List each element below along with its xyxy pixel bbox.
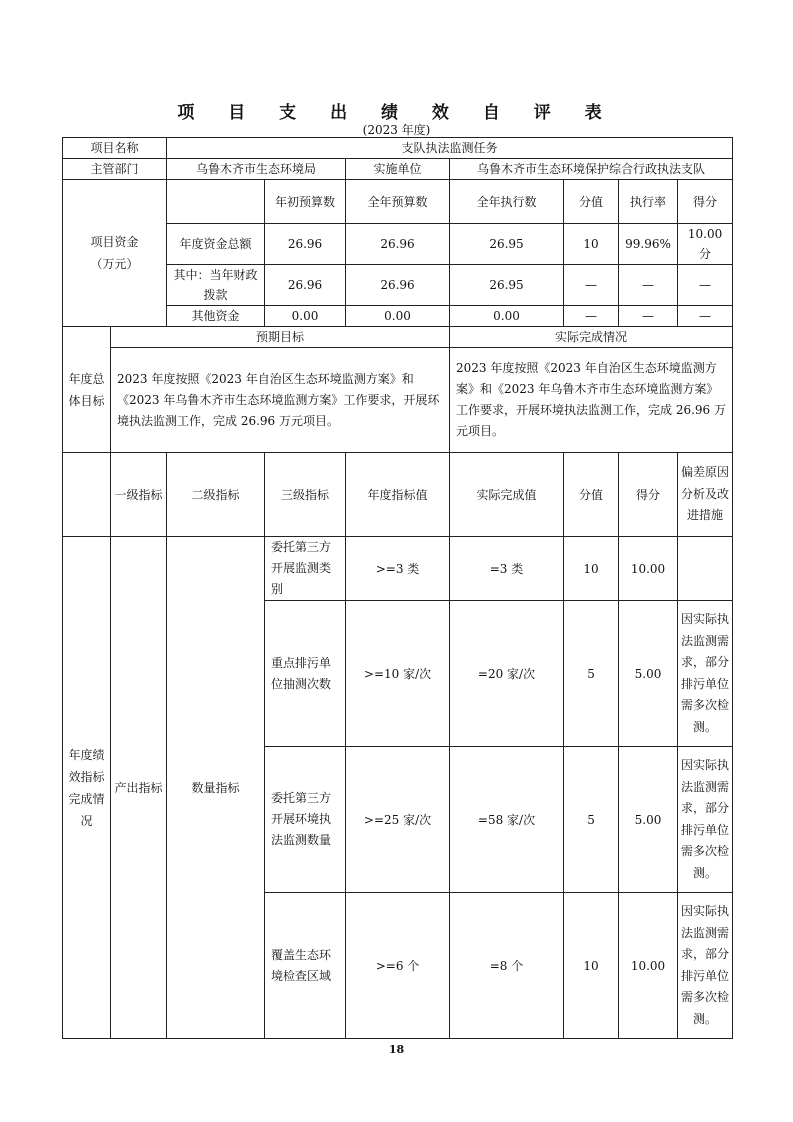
impl-label: 实施单位 <box>346 159 450 180</box>
indicator-header-score-value: 分值 <box>564 453 619 537</box>
funds-row-label: 其他资金 <box>167 306 265 327</box>
funds-cell: 26.95 <box>450 224 564 265</box>
project-name-label: 项目名称 <box>63 138 167 159</box>
indicator-target: >=6 个 <box>346 893 450 1039</box>
page-title: 项 目 支 出 绩 效 自 评 表 <box>177 103 616 123</box>
indicator-score: 10.00 <box>619 537 678 601</box>
level3-indicator: 重点排污单位抽测次数 <box>265 601 346 747</box>
indicator-header-blank <box>63 453 111 537</box>
funds-cell: 26.96 <box>346 224 450 265</box>
indicator-header-level1: 一级指标 <box>111 453 167 537</box>
indicator-score: 5.00 <box>619 601 678 747</box>
indicator-deviation: 因实际执法监测需求，部分排污单位需多次检测。 <box>678 747 733 893</box>
funds-cell: 26.96 <box>265 265 346 306</box>
indicator-score-value: 5 <box>564 601 619 747</box>
funds-header-executed: 全年执行数 <box>450 180 564 224</box>
indicator-actual: =3 类 <box>450 537 564 601</box>
funds-cell: 0.00 <box>450 306 564 327</box>
funds-cell: — <box>564 265 619 306</box>
indicator-score-value: 10 <box>564 537 619 601</box>
indicator-header-target: 年度指标值 <box>346 453 450 537</box>
expected-goal-text: 2023 年度按照《2023 年自治区生态环境监测方案》和《2023 年乌鲁木齐市生态环境监测方案》工作要求，开展环境执法监测工作，完成 26.96 万元项目。 <box>111 348 450 453</box>
funds-cell: — <box>619 265 678 306</box>
indicator-deviation: 因实际执法监测需求，部分排污单位需多次检测。 <box>678 893 733 1039</box>
dept-label: 主管部门 <box>63 159 167 180</box>
funds-header-annual: 全年预算数 <box>346 180 450 224</box>
actual-goal-text: 2023 年度按照《2023 年自治区生态环境监测方案》和《2023 年乌鲁木齐市生态环境监测方案》工作要求，开展环境执法监测工作，完成 26.96 万元项目。 <box>450 348 733 453</box>
funds-cell: 10 <box>564 224 619 265</box>
indicator-header-level2: 二级指标 <box>167 453 265 537</box>
funds-cell: 26.96 <box>346 265 450 306</box>
indicator-deviation: 因实际执法监测需求，部分排污单位需多次检测。 <box>678 601 733 747</box>
project-name: 支队执法监测任务 <box>167 138 733 159</box>
impl-value: 乌鲁木齐市生态环境保护综合行政执法支队 <box>450 159 733 180</box>
indicator-target: >=3 类 <box>346 537 450 601</box>
indicator-score-value: 5 <box>564 747 619 893</box>
self-evaluation-table <box>62 137 733 1039</box>
indicator-header-score: 得分 <box>619 453 678 537</box>
indicator-target: >=10 家/次 <box>346 601 450 747</box>
indicator-score: 5.00 <box>619 747 678 893</box>
level1-indicator: 产出指标 <box>111 537 167 1039</box>
page-subtitle: (2023 年度) <box>362 123 431 137</box>
funds-cell: 0.00 <box>265 306 346 327</box>
indicator-deviation <box>678 537 733 601</box>
funds-cell: 26.96 <box>265 224 346 265</box>
funds-cell: — <box>564 306 619 327</box>
dept-value: 乌鲁木齐市生态环境局 <box>167 159 346 180</box>
funds-cell: 10.00 分 <box>678 224 733 265</box>
indicator-actual: =58 家/次 <box>450 747 564 893</box>
indicator-header-deviation: 偏差原因分析及改进措施 <box>678 453 733 537</box>
funds-header-score: 得分 <box>678 180 733 224</box>
indicator-target: >=25 家/次 <box>346 747 450 893</box>
funds-cell: — <box>678 265 733 306</box>
page-number: 18 <box>388 1043 405 1056</box>
indicator-score-value: 10 <box>564 893 619 1039</box>
indicator-header-level3: 三级指标 <box>265 453 346 537</box>
expected-goal-header: 预期目标 <box>111 327 450 348</box>
funds-header-initial: 年初预算数 <box>265 180 346 224</box>
funds-header-rate: 执行率 <box>619 180 678 224</box>
funds-header-score-value: 分值 <box>564 180 619 224</box>
indicator-actual: =8 个 <box>450 893 564 1039</box>
goals-label: 年度总体目标 <box>63 327 111 453</box>
funds-cell: — <box>619 306 678 327</box>
level3-indicator: 委托第三方开展环境执法监测数量 <box>265 747 346 893</box>
level3-indicator: 委托第三方开展监测类别 <box>265 537 346 601</box>
funds-cell: 99.96% <box>619 224 678 265</box>
funds-header-blank <box>167 180 265 224</box>
funds-cell: 26.95 <box>450 265 564 306</box>
funds-cell: 0.00 <box>346 306 450 327</box>
actual-goal-header: 实际完成情况 <box>450 327 733 348</box>
funds-row-label: 年度资金总额 <box>167 224 265 265</box>
funds-cell: — <box>678 306 733 327</box>
performance-section-label: 年度绩效指标完成情况 <box>63 537 111 1039</box>
level3-indicator: 覆盖生态环境检查区域 <box>265 893 346 1039</box>
indicator-score: 10.00 <box>619 893 678 1039</box>
level2-indicator: 数量指标 <box>167 537 265 1039</box>
funds-label: 项目资金 （万元） <box>63 180 167 327</box>
indicator-actual: =20 家/次 <box>450 601 564 747</box>
funds-row-label: 其中：当年财政拨款 <box>167 265 265 306</box>
indicator-header-actual: 实际完成值 <box>450 453 564 537</box>
